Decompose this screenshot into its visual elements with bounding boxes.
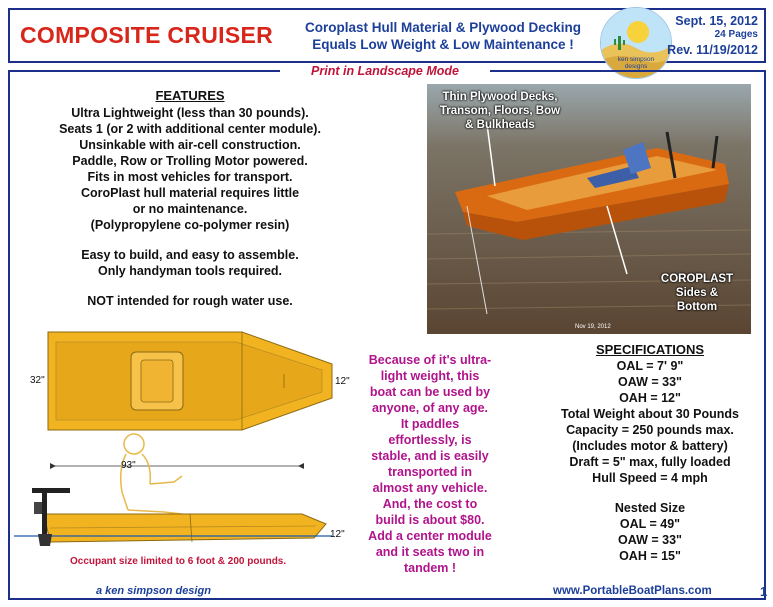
spec-line: OAH = 12" <box>619 391 681 405</box>
bow-dimension: 12" <box>335 376 350 387</box>
page-title: COMPOSITE CRUISER <box>20 22 274 48</box>
spec-line: Total Weight about 30 Pounds <box>560 407 739 421</box>
spec-line: Capacity = 250 pounds max. <box>566 423 734 437</box>
pitch-line: Because of it's ultra- <box>368 353 492 367</box>
photo-label-coroplast <box>649 272 745 314</box>
nested-spec-line: OAH = 15" <box>619 549 681 563</box>
logo-text-line-2: designs <box>624 63 648 70</box>
feature-warning: NOT intended for rough water use. <box>87 294 293 308</box>
pitch-line: anyone, of any age. <box>371 401 488 415</box>
photo-label-line: Sides & <box>675 287 719 299</box>
spec-line: (Includes motor & battery) <box>572 439 728 453</box>
features-heading: FEATURES <box>155 88 225 103</box>
pitch-line: tandem ! <box>403 561 457 575</box>
designer-logo <box>600 7 672 79</box>
pitch-line: light weight, this <box>380 369 480 383</box>
pitch-line: boat can be used by <box>369 385 491 399</box>
pitch-line: and it seats two in <box>375 545 485 559</box>
pitch-text <box>355 352 505 576</box>
photo-label-line: Transom, Floors, Bow <box>439 105 561 117</box>
pitch-line: It paddles <box>400 417 460 431</box>
feature-line: Unsinkable with air-cell construction. <box>79 138 301 152</box>
spec-line: Draft = 5" max, fully loaded <box>569 455 731 469</box>
nested-size-heading: Nested Size <box>614 501 686 515</box>
length-dimension: 93" <box>121 460 136 471</box>
nested-spec-line: OAW = 33" <box>618 533 682 547</box>
publish-date: Sept. 15, 2012 <box>675 14 758 28</box>
specifications-section <box>520 342 773 564</box>
feature-line: CoroPlast hull material requires little <box>80 186 300 200</box>
spec-line: OAL = 7' 9" <box>616 359 684 373</box>
feature-line: Only handyman tools required. <box>97 264 283 278</box>
header-box <box>8 8 766 70</box>
feature-line: (Polypropylene co-polymer resin) <box>90 218 290 232</box>
logo-text-line-1: ken simpson <box>617 56 655 63</box>
pitch-line: effortlessly, is <box>388 433 472 447</box>
feature-line: Easy to build, and easy to assemble. <box>81 248 299 262</box>
specifications-heading: SPECIFICATIONS <box>595 342 705 357</box>
boat-top-view-diagram <box>46 330 336 432</box>
feature-line: Fits in most vehicles for transport. <box>87 170 293 184</box>
spec-line: Hull Speed = 4 mph <box>592 471 708 485</box>
website-link[interactable]: www.PortableBoatPlans.com <box>553 585 712 597</box>
photo-label-line: COROPLAST <box>660 273 734 285</box>
spec-line: OAW = 33" <box>618 375 682 389</box>
page-subtitle <box>288 19 598 53</box>
feature-line: Paddle, Row or Trolling Motor powered. <box>72 154 308 168</box>
pitch-line: build is about $80. <box>375 513 485 527</box>
subtitle-line-2: Equals Low Weight & Low Maintenance ! <box>312 37 574 52</box>
nested-spec-line: OAL = 49" <box>619 517 681 531</box>
photo-label-line: & Bulkheads <box>465 119 535 131</box>
photo-date-stamp: Nov 19, 2012 <box>575 324 611 330</box>
features-section <box>30 88 350 309</box>
photo-label-decks <box>435 90 565 132</box>
photo-label-line: Bottom <box>676 301 718 313</box>
page-count: 24 Pages <box>714 29 758 40</box>
width-dimension: 32" <box>30 375 45 386</box>
feature-line: or no maintenance. <box>132 202 248 216</box>
print-mode-note: Print in Landscape Mode <box>280 64 490 78</box>
pitch-line: transported in <box>387 465 473 479</box>
side-height-dimension: 12" <box>330 529 345 540</box>
designer-credit: a ken simpson design <box>96 585 211 597</box>
photo-label-line: Thin Plywood Decks, <box>442 91 558 103</box>
pitch-line: And, the cost to <box>382 497 478 511</box>
revision-date: Rev. 11/19/2012 <box>667 43 758 57</box>
page-number: 1 <box>760 584 768 599</box>
pitch-line: stable, and is easily <box>371 449 489 463</box>
pitch-line: almost any vehicle. <box>372 481 488 495</box>
feature-line: Seats 1 (or 2 with additional center module). <box>59 122 321 136</box>
boat-photo <box>427 84 751 334</box>
pitch-line: Add a center module <box>368 529 492 543</box>
occupant-limit-note: Occupant size limited to 6 foot & 200 pounds. <box>70 556 287 567</box>
boat-side-view-diagram <box>14 430 344 560</box>
feature-line: Ultra Lightweight (less than 30 pounds). <box>71 106 309 120</box>
subtitle-line-1: Coroplast Hull Material & Plywood Decking <box>304 20 582 35</box>
date-box <box>667 14 758 57</box>
